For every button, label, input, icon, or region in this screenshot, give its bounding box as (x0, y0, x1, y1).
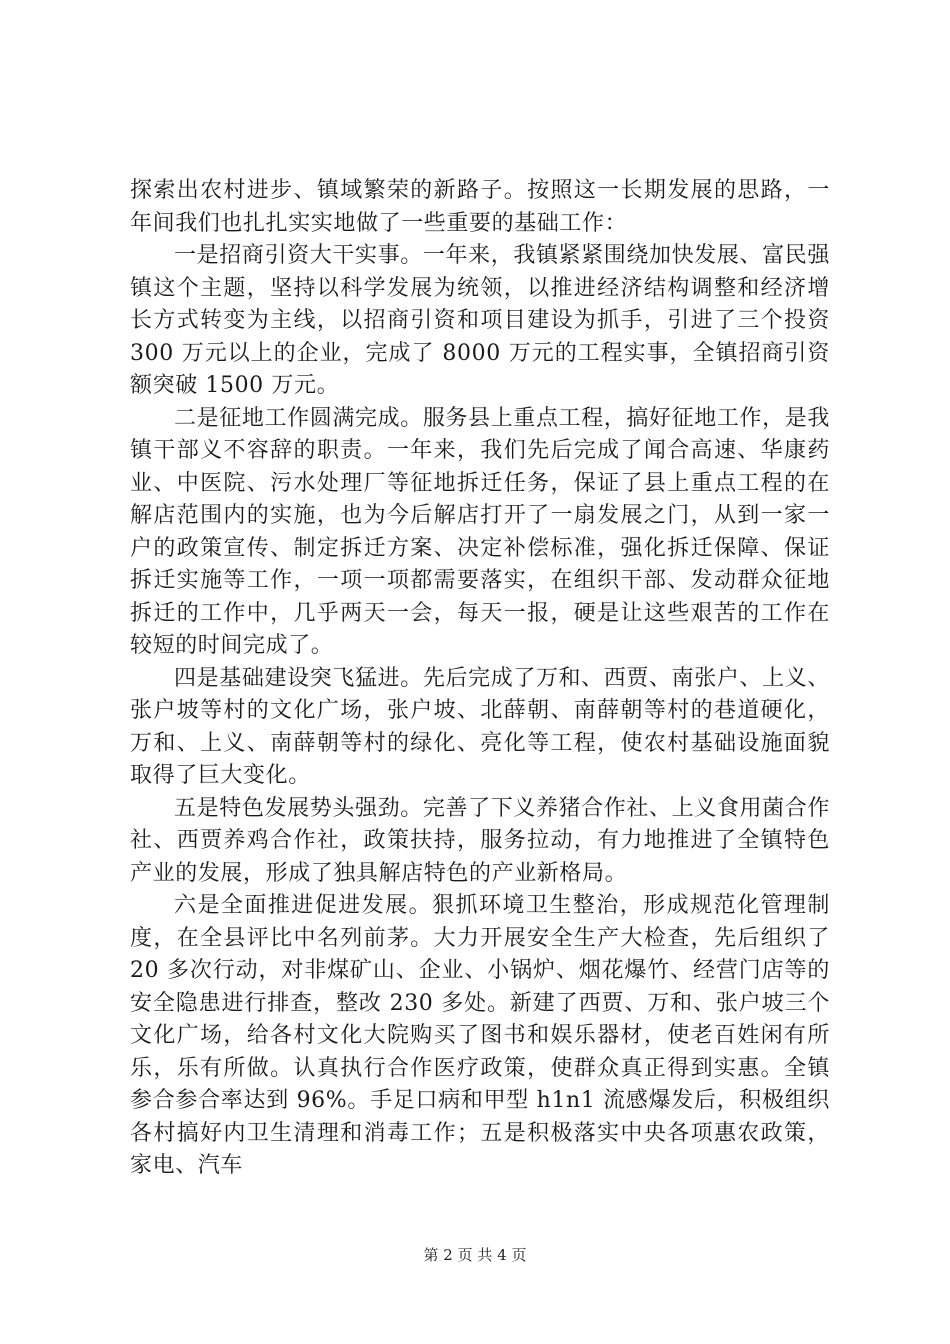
paragraph-infrastructure: 四是基础建设突飞猛进。先后完成了万和、西贾、南张户、上义、张户坡等村的文化广场，张户坡、北薛朝、南薛朝等村的巷道硬化，万和、上义、南薛朝等村的绿化、亮化等工程，使农村基础设施面貌取得了巨大变化。 (130, 665, 830, 788)
paragraph-continuation: 探索出农村进步、镇域繁荣的新路子。按照这一长期发展的思路，一年间我们也扎扎实实地做了一些重要的基础工作： (130, 178, 830, 236)
paragraph-comprehensive-development: 六是全面推进促进发展。狠抓环境卫生整治，形成规范化管理制度，在全县评比中名列前茅。大力开展安全生产大检查，先后组织了 20 多次行动，对非煤矿山、企业、小锅炉、烟花爆竹、经营门店等的安全隐患进行排查，整改 230 多处。新建了西贾、万和、张户坡三个文化广场，给各村文化大院购买了图书和娱乐器材，使老百姓闲有所乐，乐有所做。认真执行合作医疗政策，使群众真正得到实惠。全镇参合参合率达到 96%。手足口病和甲型 h1n1 流感爆发后，积极组织各村搞好内卫生清理和消毒工作；五是积极落实中央各项惠农政策，家电、汽车 (130, 893, 830, 1178)
document-body (130, 175, 830, 1183)
page-footer (0, 1245, 950, 1265)
paragraph-land-acquisition: 二是征地工作圆满完成。服务县上重点工程，搞好征地工作，是我镇干部义不容辞的职责。一年来，我们先后完成了闻合高速、华康药业、中医院、污水处理厂等征地拆迁任务，保证了县上重点工程的在解店范围内的实施，也为今后解店打开了一扇发展之门，从到一家一户的政策宣传、制定拆迁方案、决定补偿标准，强化拆迁保障、保证拆迁实施等工作，一项一项都需要落实，在组织干部、发动群众征地拆迁的工作中，几乎两天一会，每天一报，硬是让这些艰苦的工作在较短的时间完成了。 (130, 405, 830, 658)
paragraph-investment: 一是招商引资大干实事。一年来，我镇紧紧围绕加快发展、富民强镇这个主题，坚持以科学发展为统领，以推进经济结构调整和经济增长方式转变为主线，以招商引资和项目建设为抓手，引进了三个投资 300 万元以上的企业，完成了 8000 万元的工程实事，全镇招商引资额突破 1500 万元。 (130, 243, 830, 398)
paragraph-featured-development: 五是特色发展势头强劲。完善了下义养猪合作社、上义食用菌合作社、西贾养鸡合作社，政策扶持，服务拉动，有力地推进了全镇特色产业的发展，形成了独具解店特色的产业新格局。 (130, 795, 830, 886)
page-number-label: 第 2 页 共 4 页 (423, 1246, 527, 1264)
